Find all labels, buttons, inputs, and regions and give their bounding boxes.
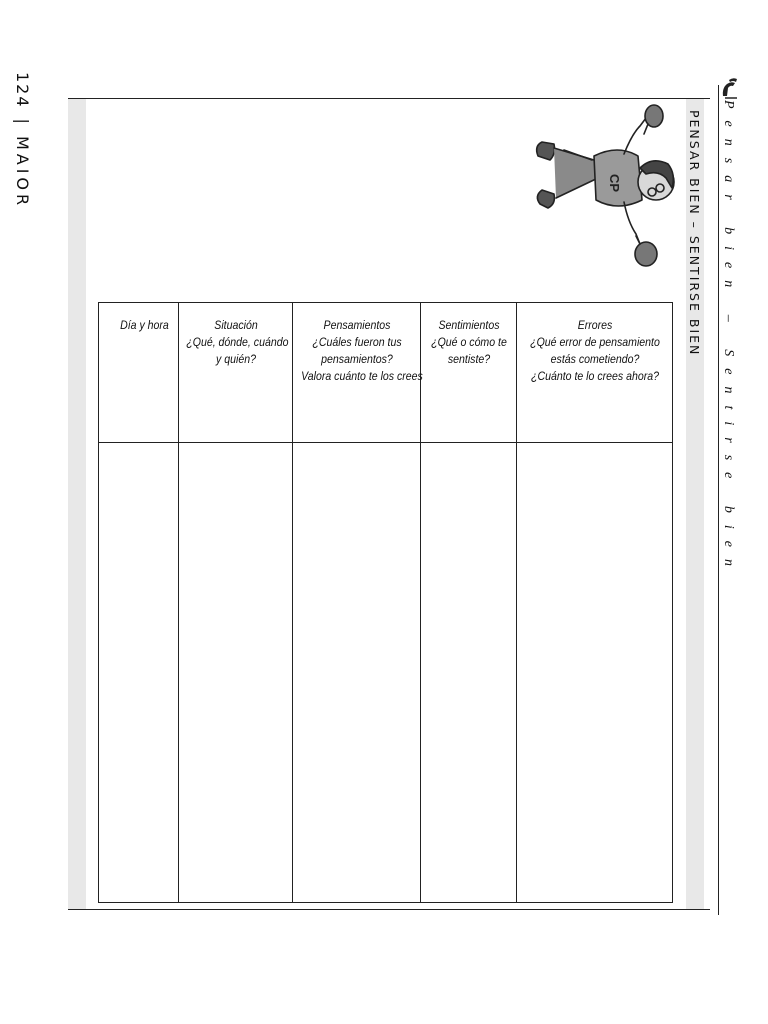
cell-situacion[interactable]: [179, 443, 293, 903]
header-separator: |: [13, 118, 32, 126]
header-line: Situación: [213, 318, 258, 332]
column-header-sentimientos: [426, 303, 510, 443]
section-title: PENSAR BIEN – SENTIRSE BIEN: [687, 110, 702, 357]
table-header-row: [99, 303, 673, 443]
header-line: Sentimientos: [437, 318, 500, 332]
column-header-dia-hora: [103, 303, 173, 443]
running-title: Pensar bien – Sentirse bien: [721, 100, 736, 578]
cell-dia-hora[interactable]: [99, 443, 179, 903]
header-line: y quién?: [215, 352, 256, 366]
thought-record-table: [98, 302, 673, 903]
header-line: Errores: [577, 318, 612, 332]
header-line: Valora cuánto te los crees: [300, 369, 423, 383]
cell-sentimientos[interactable]: [421, 443, 517, 903]
column-header-errores: [526, 303, 663, 443]
header-line: Día y hora: [119, 318, 169, 332]
publisher-logo-icon: [719, 76, 741, 100]
cell-pensamientos[interactable]: [293, 443, 421, 903]
right-margin-rule: [718, 85, 719, 915]
page-number: 124: [13, 72, 32, 109]
header-line: ¿Cuáles fueron tus: [311, 335, 402, 349]
column-header-situacion: [185, 303, 288, 443]
header-line: estás cometiendo?: [550, 352, 639, 366]
cartoon-boy-juggling-illustration: [528, 104, 680, 274]
running-header-left: [13, 72, 32, 209]
jersey-text: CP: [607, 174, 622, 193]
header-line: pensamientos?: [320, 352, 393, 366]
table-row: [99, 443, 673, 903]
header-line: ¿Qué error de pensamiento: [529, 335, 660, 349]
header-line: Pensamientos: [323, 318, 390, 332]
header-line: ¿Qué o cómo te: [430, 335, 507, 349]
column-header-pensamientos: [300, 303, 423, 443]
publisher-name: MAIOR: [13, 135, 32, 210]
header-line: ¿Cuánto te lo crees ahora?: [530, 369, 659, 383]
top-rule: [68, 98, 710, 99]
header-line: sentiste?: [447, 352, 490, 366]
header-line: ¿Qué, dónde, cuándo: [185, 335, 288, 349]
bottom-rule: [68, 909, 710, 910]
cell-errores[interactable]: [517, 443, 673, 903]
